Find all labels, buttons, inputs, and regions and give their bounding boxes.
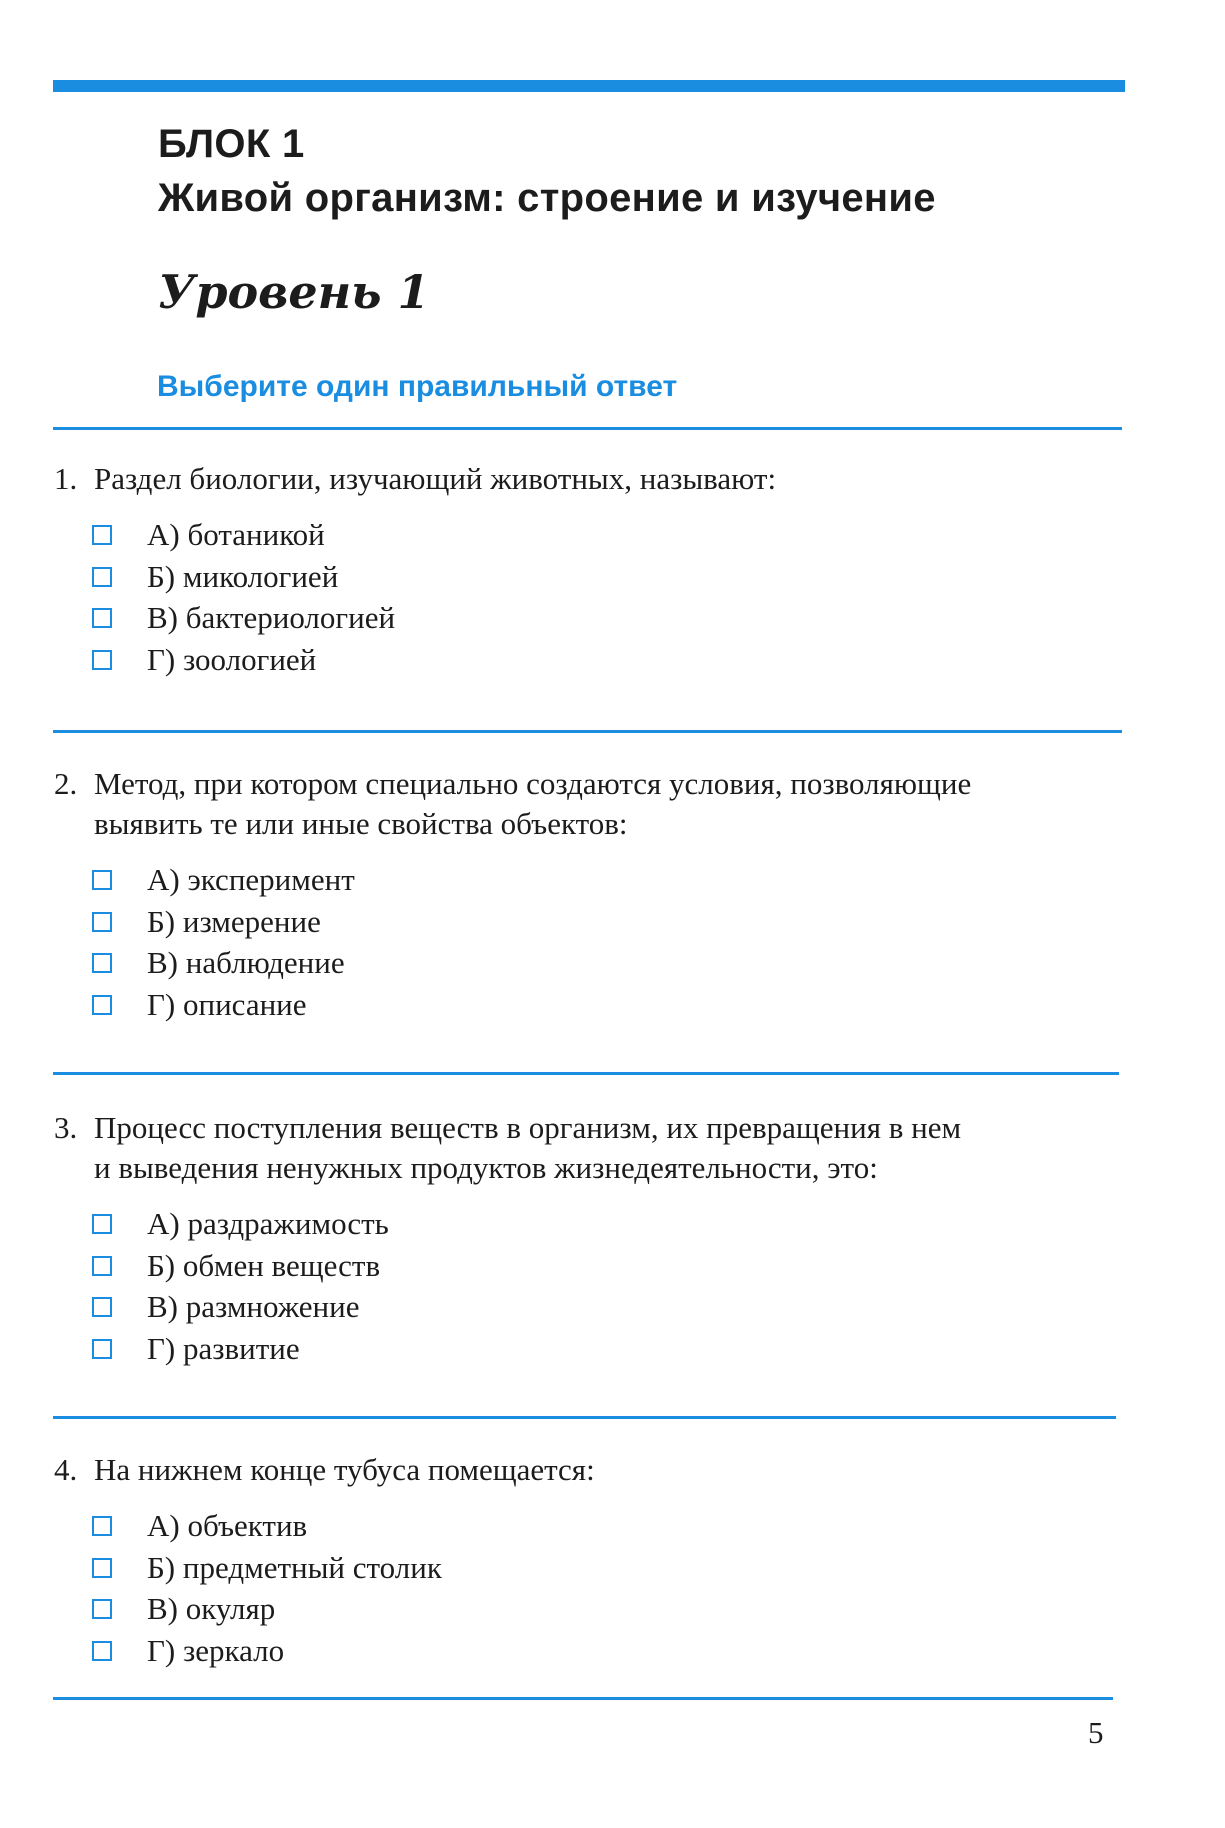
question-text: и выведения ненужных продуктов жизнедеятельности, это:	[94, 1150, 878, 1185]
answer-option[interactable]	[92, 942, 1134, 984]
checkbox[interactable]	[92, 525, 112, 545]
question-line	[54, 459, 1134, 499]
checkbox[interactable]	[92, 1256, 112, 1276]
checkbox[interactable]	[92, 1339, 112, 1359]
option-label: В) размножение	[147, 1289, 360, 1325]
divider-line	[53, 730, 1122, 733]
question-4	[54, 1450, 1134, 1672]
level-heading: Уровень 1	[158, 265, 430, 319]
divider-line	[53, 1072, 1119, 1075]
answer-option[interactable]	[92, 556, 1134, 598]
answer-options	[92, 1203, 1134, 1370]
answer-options	[92, 1505, 1134, 1672]
answer-options	[92, 859, 1134, 1026]
checkbox[interactable]	[92, 912, 112, 932]
checkbox[interactable]	[92, 567, 112, 587]
question-number: 3.	[54, 1110, 78, 1145]
checkbox[interactable]	[92, 1599, 112, 1619]
question-2	[54, 764, 1134, 1026]
option-label: В) окуляр	[147, 1591, 276, 1627]
divider-line	[53, 1697, 1113, 1700]
question-line	[54, 1148, 1134, 1188]
answer-option[interactable]	[92, 1588, 1134, 1630]
answer-option[interactable]	[92, 859, 1134, 901]
question-number: 1.	[54, 461, 78, 496]
question-text: Процесс поступления веществ в организм, их превращения в нем	[94, 1110, 962, 1145]
answer-option[interactable]	[92, 1245, 1134, 1287]
answer-option[interactable]	[92, 1286, 1134, 1328]
question-number: 4.	[54, 1452, 78, 1487]
checkbox[interactable]	[92, 995, 112, 1015]
question-text: Метод, при котором специально создаются условия, позволяющие	[94, 766, 972, 801]
checkbox[interactable]	[92, 650, 112, 670]
question-line	[54, 1450, 1134, 1490]
option-label: Г) зеркало	[147, 1632, 285, 1668]
option-label: А) ботаникой	[147, 516, 325, 552]
checkbox[interactable]	[92, 1558, 112, 1578]
answer-option[interactable]	[92, 1547, 1134, 1589]
option-label: Б) обмен веществ	[147, 1247, 381, 1283]
answer-option[interactable]	[92, 1203, 1134, 1245]
option-label: В) наблюдение	[147, 945, 345, 981]
answer-option[interactable]	[92, 639, 1134, 681]
answer-option[interactable]	[92, 901, 1134, 943]
block-subtitle: Живой организм: строение и изучение	[158, 176, 936, 220]
question-1	[54, 459, 1134, 681]
answer-option[interactable]	[92, 984, 1134, 1026]
question-text: На нижнем конце тубуса помещается:	[94, 1452, 595, 1487]
block-label: БЛОК 1	[158, 122, 305, 166]
answer-option[interactable]	[92, 1505, 1134, 1547]
option-label: А) эксперимент	[147, 861, 355, 897]
page-number: 5	[1088, 1715, 1104, 1750]
option-label: Г) зоологией	[147, 641, 317, 677]
answer-option[interactable]	[92, 1328, 1134, 1370]
option-label: Б) измерение	[147, 903, 321, 939]
divider-line	[53, 427, 1122, 430]
option-label: В) бактериологией	[147, 600, 396, 636]
question-3	[54, 1108, 1134, 1370]
question-number: 2.	[54, 766, 78, 801]
option-label: Г) описание	[147, 986, 307, 1022]
question-line	[54, 804, 1134, 844]
top-accent-bar	[53, 80, 1125, 92]
option-label: Б) предметный столик	[147, 1549, 442, 1585]
answer-option[interactable]	[92, 514, 1134, 556]
question-line	[54, 1108, 1134, 1148]
option-label: Б) микологией	[147, 558, 339, 594]
checkbox[interactable]	[92, 608, 112, 628]
instruction-text: Выберите один правильный ответ	[157, 370, 678, 403]
checkbox[interactable]	[92, 1214, 112, 1234]
question-line	[54, 764, 1134, 804]
checkbox[interactable]	[92, 870, 112, 890]
question-text: выявить те или иные свойства объектов:	[94, 806, 628, 841]
option-label: Г) развитие	[147, 1330, 300, 1366]
option-label: А) раздражимость	[147, 1205, 389, 1241]
checkbox[interactable]	[92, 1516, 112, 1536]
option-label: А) объектив	[147, 1507, 308, 1543]
question-text: Раздел биологии, изучающий животных, называют:	[94, 461, 777, 496]
divider-line	[53, 1416, 1116, 1419]
answer-option[interactable]	[92, 597, 1134, 639]
checkbox[interactable]	[92, 953, 112, 973]
answer-options	[92, 514, 1134, 681]
checkbox[interactable]	[92, 1641, 112, 1661]
block-heading	[158, 117, 936, 225]
answer-option[interactable]	[92, 1630, 1134, 1672]
checkbox[interactable]	[92, 1297, 112, 1317]
